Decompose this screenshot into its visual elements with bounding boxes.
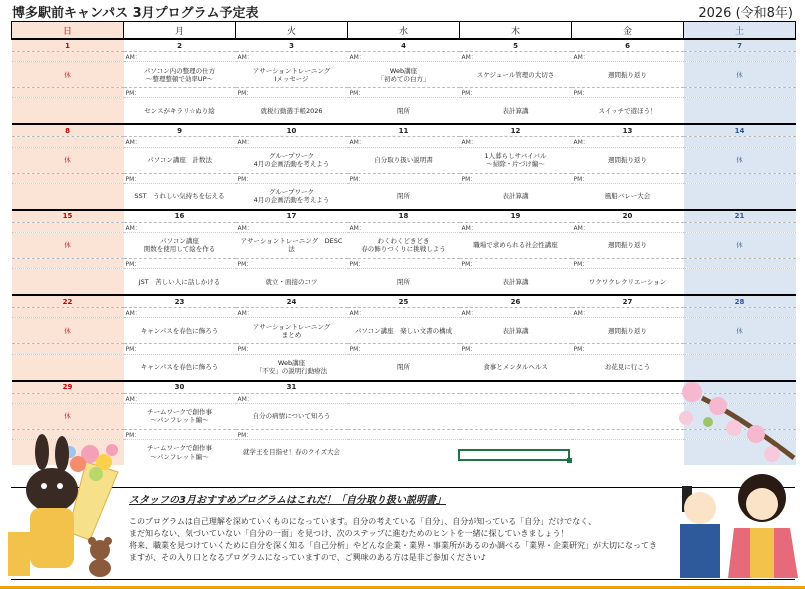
am-label-cell[interactable] bbox=[12, 308, 124, 318]
pm-label-cell[interactable]: PM： bbox=[236, 429, 348, 439]
pm-program-cell[interactable]: 表計算講 bbox=[460, 183, 572, 210]
calendar-row-pmcontent bbox=[12, 269, 796, 296]
pm-program-cell[interactable]: 表計算講 bbox=[460, 98, 572, 125]
am-label-cell[interactable] bbox=[572, 393, 684, 403]
pm-program-cell[interactable]: チームワークで創作事 ～パンフレット編～ bbox=[124, 440, 236, 466]
am-label-cell[interactable] bbox=[684, 222, 796, 232]
pm-label-cell[interactable]: PM： bbox=[460, 88, 572, 98]
pm-label-cell[interactable]: PM： bbox=[236, 344, 348, 354]
pm-label-cell[interactable]: PM： bbox=[572, 88, 684, 98]
pm-program-cell[interactable] bbox=[12, 183, 124, 210]
weekday-header[interactable]: 金 bbox=[572, 22, 684, 40]
date-cell[interactable]: 19 bbox=[460, 210, 572, 223]
calendar-row-amlabel bbox=[12, 308, 796, 318]
pm-program-cell[interactable]: 閉所 bbox=[348, 269, 460, 296]
calendar-row-date bbox=[12, 295, 796, 308]
am-program-cell[interactable]: わくわくどきどき 春の飾りつくりに挑戦しよう bbox=[348, 232, 460, 258]
date-cell[interactable]: 17 bbox=[236, 210, 348, 223]
pm-label-cell[interactable] bbox=[12, 258, 124, 268]
pm-program-cell[interactable]: センスがキラリ☆ぬり絵 bbox=[124, 98, 236, 125]
pm-label-cell[interactable]: PM： bbox=[236, 88, 348, 98]
am-program-cell[interactable]: グループワーク 4月の企画活動を考えよう bbox=[236, 147, 348, 173]
am-label-cell[interactable]: AM： bbox=[460, 222, 572, 232]
am-program-cell[interactable]: パソコン内の整理の仕方 ～整理整頓で効率UP～ bbox=[124, 62, 236, 88]
am-label-cell[interactable] bbox=[12, 137, 124, 147]
calendar-row-amcontent bbox=[12, 147, 796, 173]
am-label-cell[interactable]: AM： bbox=[236, 308, 348, 318]
date-cell[interactable]: 1 bbox=[12, 39, 124, 52]
pm-label-cell[interactable] bbox=[12, 88, 124, 98]
pm-program-cell[interactable]: スイッチで遊ぼう！ bbox=[572, 98, 684, 125]
emperor-doll-icon bbox=[680, 486, 720, 578]
date-cell[interactable]: 12 bbox=[460, 124, 572, 137]
am-program-cell[interactable]: キャンパスを春色に飾ろう bbox=[124, 318, 236, 344]
am-label-cell[interactable]: AM： bbox=[572, 308, 684, 318]
am-label-cell[interactable]: AM： bbox=[124, 393, 236, 403]
date-cell[interactable]: 11 bbox=[348, 124, 460, 137]
weekday-header[interactable]: 木 bbox=[460, 22, 572, 40]
sheet-title[interactable]: 博多駅前キャンパス 3月プログラム予定表 bbox=[12, 6, 259, 21]
date-cell[interactable]: 6 bbox=[572, 39, 684, 52]
pm-label-cell[interactable]: PM： bbox=[572, 173, 684, 183]
am-program-cell[interactable]: チームワークで創作事 ～パンフレット編～ bbox=[124, 403, 236, 429]
am-program-cell[interactable]: 休 bbox=[12, 147, 124, 173]
notice-line: まだ知らない、気づいていない「自分の一面」を見つけ、次のステップに進むためのヒントを一緒に探していきましょう！ bbox=[129, 529, 569, 538]
date-cell[interactable]: 24 bbox=[236, 295, 348, 308]
calendar-row-date bbox=[12, 124, 796, 137]
weekday-header[interactable]: 火 bbox=[236, 22, 348, 40]
pm-label-cell[interactable] bbox=[348, 429, 460, 439]
calendar-row-amcontent bbox=[12, 62, 796, 88]
weekday-header[interactable]: 月 bbox=[124, 22, 236, 40]
date-cell[interactable]: 30 bbox=[124, 381, 236, 394]
am-program-cell[interactable]: 休 bbox=[12, 232, 124, 258]
am-label-cell[interactable] bbox=[348, 393, 460, 403]
am-label-cell[interactable]: AM： bbox=[236, 393, 348, 403]
bear-icon bbox=[88, 537, 112, 577]
date-cell[interactable]: 21 bbox=[684, 210, 796, 223]
pm-program-cell[interactable]: グループワーク 4月の企画活動を考えよう bbox=[236, 183, 348, 210]
calendar-row-pmcontent bbox=[12, 98, 796, 125]
pm-program-cell[interactable] bbox=[12, 98, 124, 125]
am-label-cell[interactable]: AM： bbox=[572, 52, 684, 62]
am-label-cell[interactable]: AM： bbox=[236, 52, 348, 62]
pm-program-cell[interactable]: 就立・面接のコツ bbox=[236, 269, 348, 296]
am-program-cell[interactable]: 休 bbox=[684, 232, 796, 258]
date-cell[interactable]: 16 bbox=[124, 210, 236, 223]
date-cell[interactable]: 10 bbox=[236, 124, 348, 137]
am-program-cell[interactable]: アサーショントレーニング まとめ bbox=[236, 318, 348, 344]
am-program-cell[interactable] bbox=[460, 403, 572, 429]
pm-label-cell[interactable] bbox=[12, 344, 124, 354]
am-label-cell[interactable]: AM： bbox=[572, 137, 684, 147]
date-cell[interactable]: 4 bbox=[348, 39, 460, 52]
weekday-header[interactable]: 日 bbox=[12, 22, 124, 40]
pm-label-cell[interactable]: PM： bbox=[124, 173, 236, 183]
calendar-row-amlabel bbox=[12, 137, 796, 147]
am-label-cell[interactable]: AM： bbox=[124, 137, 236, 147]
am-program-cell[interactable]: パソコン講座 関数を使用して絵を作る bbox=[124, 232, 236, 258]
am-label-cell[interactable]: AM： bbox=[124, 308, 236, 318]
am-program-cell[interactable]: 休 bbox=[12, 318, 124, 344]
pm-label-cell[interactable] bbox=[684, 88, 796, 98]
pm-program-cell[interactable] bbox=[12, 354, 124, 381]
calendar-row-pmcontent bbox=[12, 354, 796, 381]
pm-program-cell[interactable] bbox=[684, 98, 796, 125]
rabbit-and-bouquet-illustration[interactable] bbox=[8, 432, 128, 580]
am-label-cell[interactable] bbox=[12, 52, 124, 62]
pm-program-cell[interactable]: 閉所 bbox=[348, 98, 460, 125]
date-cell[interactable]: 23 bbox=[124, 295, 236, 308]
date-cell[interactable] bbox=[460, 381, 572, 394]
pm-program-cell[interactable]: 食事とメンタルヘルス bbox=[460, 354, 572, 381]
date-cell[interactable]: 15 bbox=[12, 210, 124, 223]
am-label-cell[interactable] bbox=[12, 393, 124, 403]
am-program-cell[interactable]: スケジュール管理の大切さ bbox=[460, 62, 572, 88]
pm-label-cell[interactable]: PM： bbox=[236, 258, 348, 268]
pm-program-cell[interactable]: 閉所 bbox=[348, 354, 460, 381]
pm-label-cell[interactable]: PM： bbox=[124, 429, 236, 439]
am-label-cell[interactable] bbox=[684, 137, 796, 147]
peach-blossom-icon bbox=[679, 382, 794, 462]
pm-label-cell[interactable]: PM： bbox=[236, 173, 348, 183]
calendar-row-amcontent bbox=[12, 318, 796, 344]
pm-program-cell[interactable]: お花見に行こう bbox=[572, 354, 684, 381]
pm-label-cell[interactable]: PM： bbox=[572, 344, 684, 354]
am-label-cell[interactable] bbox=[12, 222, 124, 232]
pm-program-cell[interactable]: 閉所 bbox=[348, 183, 460, 210]
am-program-cell[interactable]: 職場で求められる社会性講座 bbox=[460, 232, 572, 258]
weekday-header[interactable]: 土 bbox=[684, 22, 796, 40]
empress-doll-icon bbox=[728, 474, 798, 578]
pm-label-cell[interactable]: PM： bbox=[460, 173, 572, 183]
am-program-cell[interactable]: パソコン講座 計数法 bbox=[124, 147, 236, 173]
calendar-row-pmlabel bbox=[12, 173, 796, 183]
calendar-row-date bbox=[12, 210, 796, 223]
date-cell[interactable]: 29 bbox=[12, 381, 124, 394]
am-program-cell[interactable] bbox=[572, 403, 684, 429]
pm-label-cell[interactable]: PM： bbox=[124, 88, 236, 98]
pm-program-cell[interactable]: SST うれしい気持ちを伝える bbox=[124, 183, 236, 210]
am-label-cell[interactable]: AM： bbox=[348, 52, 460, 62]
am-label-cell[interactable]: AM： bbox=[460, 308, 572, 318]
pm-label-cell[interactable]: PM： bbox=[572, 258, 684, 268]
am-program-cell[interactable]: 表計算講 bbox=[460, 318, 572, 344]
pm-program-cell[interactable]: 就学王を目指せ！春のクイズ大会 bbox=[236, 440, 348, 466]
year-label[interactable]: 2026 (令和8年) bbox=[698, 6, 793, 21]
am-program-cell[interactable]: 休 bbox=[684, 318, 796, 344]
am-label-cell[interactable]: AM： bbox=[348, 222, 460, 232]
pm-program-cell[interactable] bbox=[572, 440, 684, 466]
date-cell[interactable]: 8 bbox=[12, 124, 124, 137]
pm-label-cell[interactable]: PM： bbox=[460, 344, 572, 354]
am-program-cell[interactable]: アサーショントレーニング Iメッセージ bbox=[236, 62, 348, 88]
pm-program-cell[interactable]: ワクワクレクリエーション bbox=[572, 269, 684, 296]
am-label-cell[interactable]: AM： bbox=[460, 137, 572, 147]
date-cell[interactable]: 28 bbox=[684, 295, 796, 308]
am-label-cell[interactable]: AM： bbox=[348, 137, 460, 147]
am-label-cell[interactable]: AM： bbox=[124, 222, 236, 232]
pm-program-cell[interactable] bbox=[684, 183, 796, 210]
am-program-cell[interactable]: 1人暮らしサバイバル ～掃除・片づけ編～ bbox=[460, 147, 572, 173]
notice-line: 将来、職業を見つけていくために自分を深く知る「自己分析」やどんな企業・業界・事業所があるのか調べる「業界・企業研究」が大切になってき bbox=[129, 541, 657, 550]
pm-program-cell[interactable]: 表計算講 bbox=[460, 269, 572, 296]
date-cell[interactable]: 18 bbox=[348, 210, 460, 223]
date-cell[interactable]: 7 bbox=[684, 39, 796, 52]
pm-program-cell[interactable]: 風船バレー大会 bbox=[572, 183, 684, 210]
am-label-cell[interactable] bbox=[460, 393, 572, 403]
hina-dolls-illustration[interactable] bbox=[672, 378, 802, 580]
am-program-cell[interactable]: 休 bbox=[12, 403, 124, 429]
date-cell[interactable]: 26 bbox=[460, 295, 572, 308]
calendar-row-pmlabel bbox=[12, 88, 796, 98]
am-program-cell[interactable]: 休 bbox=[684, 62, 796, 88]
pm-program-cell[interactable]: 就税行動選手帳2026 bbox=[236, 98, 348, 125]
pm-label-cell[interactable]: PM： bbox=[348, 258, 460, 268]
calendar-row-pmlabel bbox=[12, 344, 796, 354]
pm-label-cell[interactable]: PM： bbox=[124, 258, 236, 268]
am-program-cell[interactable]: 週間振り返り bbox=[572, 62, 684, 88]
pm-label-cell[interactable] bbox=[460, 429, 572, 439]
date-cell[interactable]: 27 bbox=[572, 295, 684, 308]
date-cell[interactable]: 20 bbox=[572, 210, 684, 223]
am-program-cell[interactable] bbox=[348, 403, 460, 429]
am-program-cell[interactable]: 週間振り返り bbox=[572, 147, 684, 173]
am-program-cell[interactable]: 週間振り返り bbox=[572, 232, 684, 258]
pm-label-cell[interactable]: PM： bbox=[348, 173, 460, 183]
weekday-header[interactable]: 水 bbox=[348, 22, 460, 40]
pm-program-cell[interactable] bbox=[348, 440, 460, 466]
date-cell[interactable]: 2 bbox=[124, 39, 236, 52]
pm-label-cell[interactable]: PM： bbox=[348, 88, 460, 98]
date-cell[interactable]: 5 bbox=[460, 39, 572, 52]
date-cell[interactable] bbox=[572, 381, 684, 394]
pm-label-cell[interactable] bbox=[684, 344, 796, 354]
calendar-row-amlabel bbox=[12, 222, 796, 232]
pm-label-cell[interactable]: PM： bbox=[460, 258, 572, 268]
am-label-cell[interactable]: AM： bbox=[236, 137, 348, 147]
calendar-row-pmcontent bbox=[12, 183, 796, 210]
pm-label-cell[interactable]: PM： bbox=[348, 344, 460, 354]
am-program-cell[interactable]: 休 bbox=[684, 147, 796, 173]
calendar-row-pmlabel bbox=[12, 258, 796, 268]
pm-label-cell[interactable]: PM： bbox=[124, 344, 236, 354]
notice-line: ますが、その入り口となるプログラムになっていますので、ご興味のある方は是非ご参加ください♪ bbox=[129, 553, 486, 562]
pm-program-cell[interactable] bbox=[12, 269, 124, 296]
date-cell[interactable] bbox=[348, 381, 460, 394]
am-program-cell[interactable]: パソコン講座 楽しい文書の構成 bbox=[348, 318, 460, 344]
pm-program-cell[interactable]: JST 苦しい人に話しかける bbox=[124, 269, 236, 296]
pm-label-cell[interactable] bbox=[684, 173, 796, 183]
pm-program-cell[interactable]: キャンパスを春色に飾ろう bbox=[124, 354, 236, 381]
am-label-cell[interactable]: AM： bbox=[236, 222, 348, 232]
pm-label-cell[interactable] bbox=[572, 429, 684, 439]
calendar-row-amlabel bbox=[12, 52, 796, 62]
date-cell[interactable]: 14 bbox=[684, 124, 796, 137]
date-cell[interactable]: 3 bbox=[236, 39, 348, 52]
am-label-cell[interactable] bbox=[684, 308, 796, 318]
calendar-row-amcontent bbox=[12, 232, 796, 258]
date-cell[interactable]: 31 bbox=[236, 381, 348, 394]
am-label-cell[interactable]: AM： bbox=[572, 222, 684, 232]
am-program-cell[interactable]: 自分の病情について知ろう bbox=[236, 403, 348, 429]
am-label-cell[interactable]: AM： bbox=[460, 52, 572, 62]
date-cell[interactable]: 25 bbox=[348, 295, 460, 308]
pm-label-cell[interactable] bbox=[684, 258, 796, 268]
am-program-cell[interactable]: 週間振り返り bbox=[572, 318, 684, 344]
pm-program-cell[interactable] bbox=[684, 269, 796, 296]
pm-label-cell[interactable] bbox=[12, 173, 124, 183]
am-label-cell[interactable] bbox=[684, 52, 796, 62]
selected-cell[interactable] bbox=[458, 449, 570, 461]
calendar-row-date bbox=[12, 39, 796, 52]
pm-program-cell[interactable]: Web講座 「不安」の説明行動療法 bbox=[236, 354, 348, 381]
am-program-cell[interactable]: 自分取り扱い説明書 bbox=[348, 147, 460, 173]
am-label-cell[interactable]: AM： bbox=[124, 52, 236, 62]
sheet-header bbox=[0, 0, 805, 20]
weekday-header-row bbox=[12, 22, 796, 40]
am-program-cell[interactable]: 休 bbox=[12, 62, 124, 88]
am-program-cell[interactable]: Web講座 「初めての白方」 bbox=[348, 62, 460, 88]
am-label-cell[interactable]: AM： bbox=[348, 308, 460, 318]
notice-heading[interactable]: スタッフの3月おすすめプログラムはこれだ！「自分取り扱い説明書」 bbox=[129, 495, 446, 506]
date-cell[interactable]: 22 bbox=[12, 295, 124, 308]
notice-line: このプログラムは自己理解を深めていくものになっています。自分の考えている「自分」、自分が知っている「自分」だけでなく、 bbox=[129, 517, 597, 526]
date-cell[interactable]: 9 bbox=[124, 124, 236, 137]
am-program-cell[interactable]: アサーショントレーニング DESC法 bbox=[236, 232, 348, 258]
notice-body[interactable] bbox=[129, 516, 689, 564]
pm-program-cell[interactable] bbox=[684, 354, 796, 381]
date-cell[interactable]: 13 bbox=[572, 124, 684, 137]
